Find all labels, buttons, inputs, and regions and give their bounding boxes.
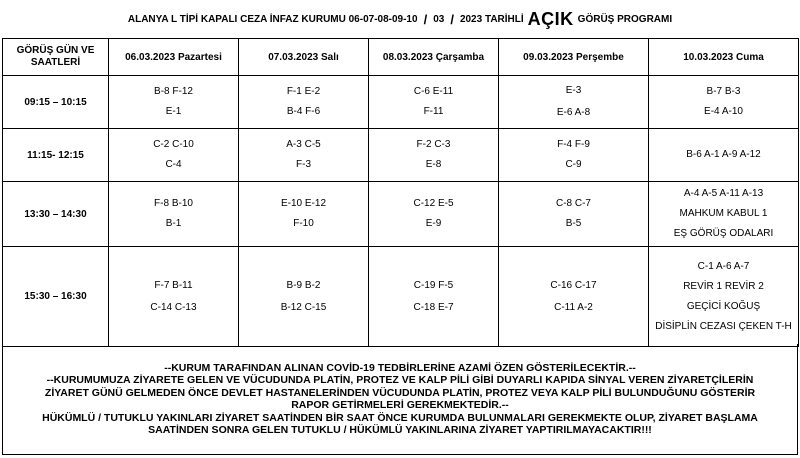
ward-line: C-2 C-10	[153, 139, 194, 150]
title-month: 03	[433, 13, 445, 25]
time-slot: 11:15- 12:15	[3, 129, 109, 182]
ward-line: C-16 C-17	[550, 279, 597, 291]
ward-line: F-2 C-3	[416, 139, 451, 150]
room-line: GEÇİCİ KOĞUŞ	[686, 300, 761, 312]
ward-line: F-1 E-2	[286, 86, 321, 97]
ward-line: C-14 C-13	[150, 301, 197, 313]
schedule-cell	[109, 129, 239, 182]
ward-line: B-5	[565, 218, 582, 229]
title-suffix: GÖRÜŞ PROGRAMI	[577, 13, 673, 25]
ward-line: E-10 E-12	[280, 198, 327, 209]
schedule-cell	[499, 247, 649, 347]
schedule-table	[2, 38, 799, 347]
notice-line: ZİYARET GÜNÜ GELMEDEN ÖNCE DEVLET HASTANELERİNDEN VÜCUDUNDA PLATİN, PROTEZ VEYA KALP PİLİ BULUNDUĞUNU GÖSTERİR	[44, 386, 756, 399]
ward-line: E-6 A-8	[556, 107, 591, 118]
header-corner	[3, 39, 109, 76]
ward-line: C-19 F-5	[413, 279, 454, 291]
schedule-cell	[369, 182, 499, 247]
ward-line: E-4 A-10	[704, 106, 743, 117]
ward-line: E-3	[565, 85, 582, 96]
ward-line: B-1	[165, 218, 182, 229]
ward-line: C-8 C-7	[555, 198, 591, 209]
ward-line: F-10	[293, 218, 314, 229]
ward-line: C-4	[165, 159, 182, 170]
ward-line: E-1	[165, 106, 182, 117]
day-header: 08.03.2023 Çarşamba	[369, 39, 499, 76]
ward-line: F-11	[423, 106, 444, 117]
time-slot: 13:30 – 14:30	[3, 182, 109, 247]
ward-line: F-4 F-9	[557, 139, 590, 150]
schedule-cell	[369, 247, 499, 347]
schedule-cell	[649, 76, 799, 129]
notice-line: --KURUMUMUZA ZİYARETE GELEN VE VÜCUDUNDA PLATİN, PROTEZ VE KALP PİLİ GİBİ DUYARLI KAPIDA SİNYAL VEREN ZİYARETÇİLERİN	[46, 374, 754, 386]
schedule-cell	[499, 182, 649, 247]
table-row	[3, 247, 799, 347]
ward-line: F-8 B-10	[154, 198, 193, 209]
ward-line: C-9	[565, 159, 582, 170]
schedule-cell	[239, 76, 369, 129]
schedule-cell	[239, 182, 369, 247]
schedule-cell	[649, 182, 799, 247]
title-separator-1: /	[423, 11, 428, 27]
ward-line: E-8	[425, 159, 442, 170]
room-line: REVİR 1 REVİR 2	[683, 280, 764, 292]
header-row	[3, 39, 799, 76]
day-header: 07.03.2023 Salı	[239, 39, 369, 76]
day-header: 06.03.2023 Pazartesi	[109, 39, 239, 76]
notice-box	[2, 344, 798, 455]
room-line: MAHKUM KABUL 1	[679, 208, 768, 219]
schedule-cell	[499, 76, 649, 129]
day-header: 10.03.2023 Cuma	[649, 39, 799, 76]
ward-line: C-6 E-11	[413, 86, 454, 97]
ward-line: C-11 A-2	[554, 301, 593, 313]
page-title	[0, 0, 800, 38]
time-slot: 09:15 – 10:15	[3, 76, 109, 129]
ward-line: C-12 E-5	[413, 198, 454, 209]
table-row	[3, 129, 799, 182]
schedule-cell	[649, 129, 799, 182]
table-row	[3, 76, 799, 129]
schedule-cell	[369, 76, 499, 129]
ward-line: B-6 A-1 A-9 A-12	[686, 149, 761, 160]
ward-line: F-3	[296, 159, 311, 170]
ward-line: C-1 A-6 A-7	[697, 260, 750, 272]
schedule-cell	[239, 247, 369, 347]
corner-line-2: SAATLERİ	[30, 57, 81, 68]
ward-line: B-8 F-12	[154, 86, 193, 97]
ward-line: B-12 C-15	[280, 301, 327, 313]
title-year: 2023 TARİHLİ	[459, 13, 524, 25]
time-slot: 15:30 – 16:30	[3, 247, 109, 347]
corner-line-1: GÖRÜŞ GÜN VE	[16, 45, 95, 56]
schedule-cell	[649, 247, 799, 347]
schedule-cell	[109, 76, 239, 129]
notice-line: --KURUM TARAFINDAN ALINAN COVİD-19 TEDBİRLERİNE AZAMİ ÖZEN GÖSTERİLECEKTİR.--	[164, 361, 636, 374]
room-line: EŞ GÖRÜŞ ODALARI	[673, 228, 774, 239]
schedule-cell	[239, 129, 369, 182]
title-prefix: ALANYA L TİPİ KAPALI CEZA İNFAZ KURUMU 06-07-08-09-10	[127, 13, 418, 25]
schedule-cell	[499, 129, 649, 182]
schedule-cell	[109, 247, 239, 347]
ward-line: C-18 E-7	[413, 301, 454, 313]
title-highlight: AÇIK	[527, 8, 574, 29]
schedule-cell	[109, 182, 239, 247]
table-row	[3, 182, 799, 247]
ward-line: A-4 A-5 A-11 A-13	[683, 188, 764, 199]
notice-line: HÜKÜMLÜ / TUTUKLU YAKINLARI ZİYARET SAATİNDEN BİR SAAT ÖNCE KURUMDA BULUNMALARI GEREKMEKTE OLUP, ZİYARET BAŞLAMA	[42, 411, 758, 424]
room-line: DİSİPLİN CEZASI ÇEKEN T-H	[655, 320, 792, 332]
ward-line: B-9 B-2	[286, 279, 321, 291]
notice-line: RAPOR GETİRMELERİ GEREKMEKTEDİR.--	[291, 399, 509, 411]
schedule-cell	[369, 129, 499, 182]
ward-line: E-9	[425, 218, 442, 229]
title-separator-2: /	[450, 11, 454, 27]
day-header: 09.03.2023 Perşembe	[499, 39, 649, 76]
ward-line: B-4 F-6	[286, 106, 321, 117]
notice-line: SAATİNDEN SONRA GELEN TUTUKLU / HÜKÜMLÜ YAKINLARINA ZİYARET YAPTIRILMAYACAKTIR!!!	[148, 424, 652, 436]
ward-line: B-7 B-3	[706, 86, 741, 97]
ward-line: F-7 B-11	[154, 279, 193, 291]
ward-line: A-3 C-5	[286, 139, 321, 150]
